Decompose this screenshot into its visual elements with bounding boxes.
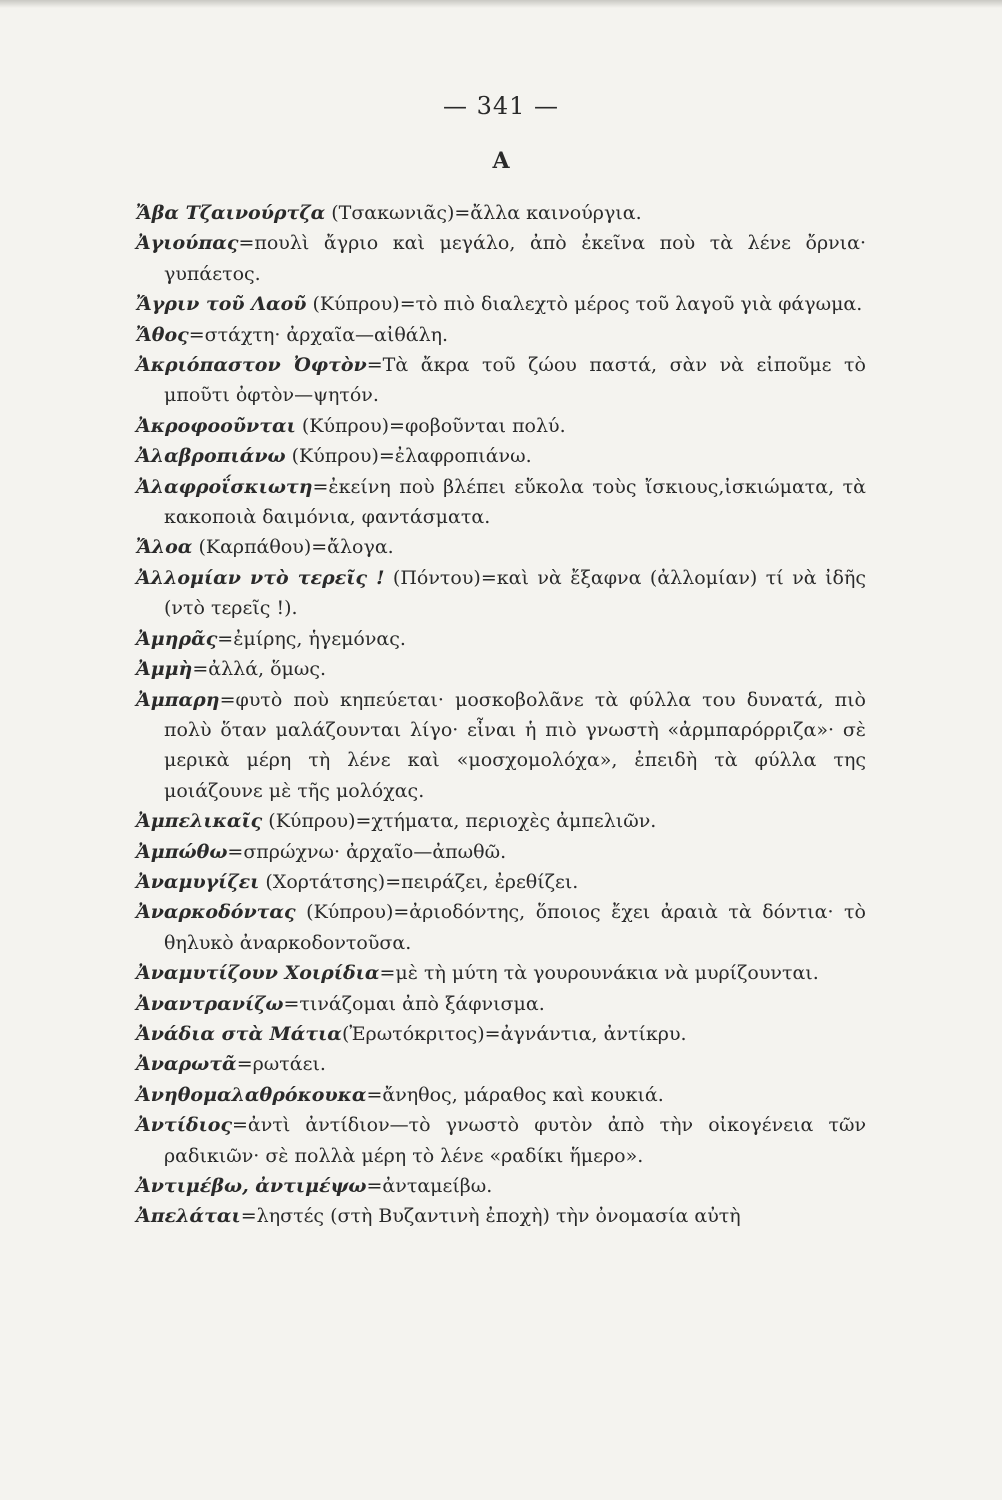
definition: (Κύπρου)=ἀριοδόντης, ὅποιος ἔχει ἀραιὰ τὰ δόντια· τὸ θηλυκὸ ἀναρκοδοντοῦσα. <box>164 901 866 954</box>
headword: Ἄβα Τζαινούρτζα <box>136 202 326 224</box>
glossary-entry <box>136 563 866 624</box>
definition: =ρωτάει. <box>236 1053 326 1076</box>
glossary-entry <box>136 806 866 836</box>
headword: Ἄγριν τοῦ Λαοῦ <box>136 293 307 316</box>
headword: Ἀμπαρη <box>136 688 220 711</box>
definition: =ληστές (στὴ Βυζαντινὴ ἐποχὴ) τὴν ὀνομασία αὐτὴ <box>240 1205 741 1228</box>
section-letter: A <box>492 148 510 174</box>
glossary-entry <box>136 1019 866 1049</box>
glossary-entry <box>136 411 866 441</box>
headword: Ἀναντρανίζω <box>136 992 284 1015</box>
headword: Ἄθος <box>136 323 189 346</box>
glossary-entry <box>136 441 866 471</box>
definition: =ἀλλά, ὅμως. <box>192 658 327 681</box>
definition: =Τὰ ἄκρα τοῦ ζώου παστά, σὰν νὰ εἰποῦμε τὸ μποῦτι ὀφτὸν—ψητόν. <box>164 354 866 407</box>
definition: =ἀνταμείβω. <box>366 1175 493 1197</box>
glossary-entry <box>136 1110 866 1171</box>
definition: =φυτὸ ποὺ κηπεύεται· μοσκοβολᾶνε τὰ φύλλα του δυνατά, πιὸ πολὺ ὅταν μαλάζουνται λίγο· εἶναι ἡ πιὸ γνωστὴ «ἀρμπαρόρριζα»· σὲ μερικὰ μέρη τὴ λένε καὶ «μοσχομολόχα», ἐπειδὴ τὰ φύλλα της μοιάζουνε μὲ τῆς μολόχας. <box>164 688 866 802</box>
glossary-entry <box>136 350 866 411</box>
headword: Ἄλοα <box>136 536 193 559</box>
headword: Ἀντίδιος <box>136 1114 233 1137</box>
headword: Ἀμπώθω <box>136 840 228 863</box>
headword: Ἀλαφροΐσκιωτη <box>136 475 313 498</box>
definition: (Χορτάτσης)=πειράζει, ἐρεθίζει. <box>259 870 579 893</box>
glossary-entry <box>136 320 866 350</box>
headword: Ἀνάδια στὰ Μάτια <box>136 1022 342 1045</box>
glossary-entry <box>136 472 866 533</box>
definition: =σπρώχνω· ἀρχαῖο—ἀπωθῶ. <box>227 840 507 863</box>
definition: (Κύπρου)=τὸ πιὸ διαλεχτὸ μέρος τοῦ λαγοῦ γιὰ φάγωμα. <box>306 293 863 316</box>
definition: =ἄνηθος, μάραθος καὶ κουκιά. <box>366 1083 664 1106</box>
headword: Ἀναρωτᾶ <box>136 1053 237 1076</box>
glossary-entry <box>136 654 866 684</box>
glossary-entry <box>136 289 866 319</box>
definition: (Ἐρωτόκριτος)=ἀγνάντια, ἀντίκρυ. <box>341 1022 687 1045</box>
page-number: — 341 — <box>442 92 560 120</box>
glossary-entry <box>136 989 866 1019</box>
glossary-entry <box>136 897 866 958</box>
glossary-entry <box>136 1049 866 1079</box>
headword: Ἀναμυτίζουν Χοιρίδια <box>136 962 380 985</box>
definition: =τινάζομαι ἀπὸ ξάφνισμα. <box>283 992 545 1015</box>
headword: Ἀγιούπας <box>136 232 239 255</box>
glossary-entry <box>136 837 866 867</box>
definition: =ἀντὶ ἀντίδιον—τὸ γνωστὸ φυτὸν ἀπὸ τὴν οἰκογένεια τῶν ραδικιῶν· σὲ πολλὰ μέρη τὸ λένε «ραδίκι ἥμερο». <box>164 1114 866 1167</box>
headword: Ἀπελάται <box>136 1205 241 1228</box>
definition: (Πόντου)=καὶ νὰ ἔξαφνα (ἀλλομίαν) τί νὰ ἰδῆς (ντὸ τερεῖς !). <box>164 566 867 620</box>
glossary-entry <box>136 228 866 289</box>
glossary-entry <box>136 1171 866 1201</box>
definition: =πουλὶ ἄγριο καὶ μεγάλο, ἀπὸ ἐκεῖνα ποὺ τὰ λένε ὄρνια· γυπάετος. <box>164 232 866 285</box>
definition: (Κύπρου)=χτήματα, περιοχὲς ἀμπελιῶν. <box>262 810 657 833</box>
headword: Ἀμπελικαῖς <box>136 810 263 833</box>
page-top-edge <box>0 0 1002 8</box>
headword: Ἀναρκοδόντας <box>136 901 296 924</box>
definition: =στάχτη· ἀρχαῖα—αἰθάλη. <box>188 323 449 346</box>
headword: Ἀλλομίαν ντὸ τερεῖς ! <box>136 566 385 589</box>
glossary-entry <box>136 532 866 562</box>
glossary-entry <box>136 198 866 228</box>
headword: Ἀμμὴ <box>136 658 193 681</box>
headword: Ἀναμυγίζει <box>136 870 260 893</box>
definition: =ἐκείνη ποὺ βλέπει εὔκολα τοὺς ἴσκιους,ἰσκιώματα, τὰ κακοποιὰ δαιμόνια, φαντάσματα. <box>164 475 866 529</box>
definition: (Καρπάθου)=ἄλογα. <box>192 536 394 559</box>
headword: Ἀκριόπαστον Ὀφτὸν <box>136 354 367 377</box>
headword: Ἀντιμέβω, ἀντιμέψω <box>136 1175 367 1197</box>
definition: (Κύπρου)=ἐλαφροπιάνω. <box>285 445 532 468</box>
headword: Ἀλαβροπιάνω <box>136 445 286 468</box>
glossary-entry <box>136 958 866 988</box>
glossary-entry <box>136 1080 866 1110</box>
glossary-entry <box>136 624 866 654</box>
definition: (Κύπρου)=φοβοῦνται πολύ. <box>295 414 566 437</box>
glossary-entries <box>136 198 866 1232</box>
definition: (Τσακωνιᾶς)=ἄλλα καινούργια. <box>325 202 642 224</box>
glossary-entry <box>136 1201 866 1231</box>
headword: Ἀμηρᾶς <box>136 627 218 650</box>
definition: =μὲ τὴ μύτη τὰ γουρουνάκια νὰ μυρίζουνται. <box>379 962 819 985</box>
glossary-entry <box>136 867 866 897</box>
headword: Ἀκροφοοῦνται <box>136 414 296 437</box>
definition: =ἐμίρης, ἡγεμόνας. <box>217 627 406 650</box>
headword: Ἀνηθομαλαθρόκουκα <box>136 1083 367 1106</box>
glossary-entry <box>136 685 866 807</box>
